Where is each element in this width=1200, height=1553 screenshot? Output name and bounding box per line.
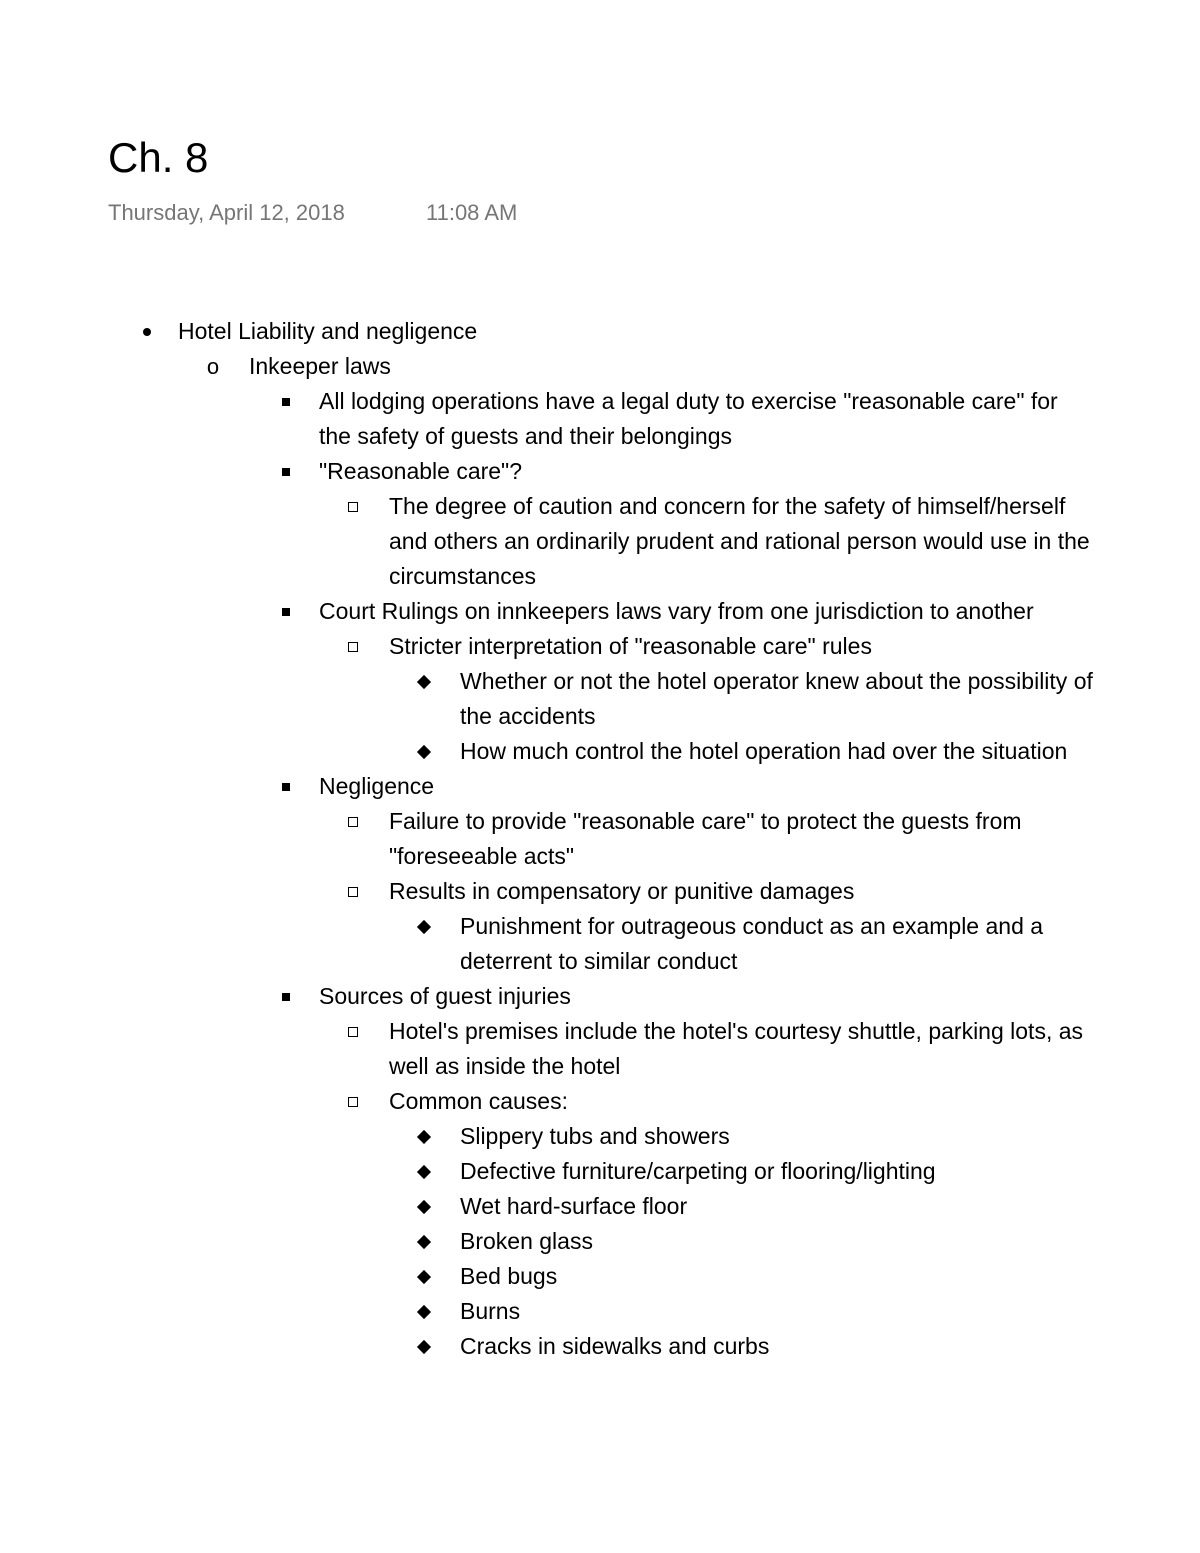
list-item-text: Court Rulings on innkeepers laws vary from one jurisdiction to another	[319, 598, 1034, 624]
diamond-icon	[414, 1224, 434, 1259]
list-item-text: Negligence	[319, 773, 435, 799]
list-item	[0, 629, 1109, 664]
list-item	[0, 1329, 1110, 1364]
list-item	[0, 1189, 1110, 1224]
list-item-text: Broken glass	[460, 1228, 593, 1254]
square-open-icon	[343, 1014, 363, 1049]
list-item	[0, 1014, 1109, 1084]
diamond-icon	[414, 1189, 434, 1224]
list-item-text: Stricter interpretation of "reasonable care" rules	[389, 633, 872, 659]
list-item-text: All lodging operations have a legal duty to exercise "reasonable care" for the safety of guests and their belongings	[319, 388, 1058, 449]
diamond-icon	[414, 909, 434, 944]
list-item	[0, 804, 1109, 874]
list-item	[0, 384, 1069, 454]
list-item-text: Punishment for outrageous conduct as an example and a deterrent to similar conduct	[460, 913, 1044, 974]
note-time: 11:08 AM	[426, 200, 518, 225]
list-item	[0, 734, 1110, 769]
list-item-text: Slippery tubs and showers	[460, 1123, 730, 1149]
list-item	[0, 1294, 1110, 1329]
list-item	[0, 769, 1069, 804]
list-item	[0, 1224, 1110, 1259]
list-item-text: Burns	[460, 1298, 521, 1324]
square-filled-icon	[276, 769, 296, 804]
square-filled-icon	[276, 384, 296, 419]
diamond-icon	[414, 1259, 434, 1294]
square-open-icon	[343, 489, 363, 524]
list-item-text: Failure to provide "reasonable care" to protect the guests from "foreseeable acts"	[389, 808, 1022, 869]
list-item-text: Defective furniture/carpeting or flooring/lighting	[460, 1158, 936, 1184]
square-open-icon	[343, 874, 363, 909]
diamond-icon	[414, 1154, 434, 1189]
list-item-text: "Reasonable care"?	[319, 458, 523, 484]
list-item	[0, 909, 1110, 979]
list-item-text: Hotel's premises include the hotel's courtesy shuttle, parking lots, as well as inside the hotel	[389, 1018, 1084, 1079]
diamond-icon	[414, 664, 434, 699]
list-item	[0, 594, 1069, 629]
list-item-text: Sources of guest injuries	[319, 983, 571, 1009]
list-item	[0, 1259, 1110, 1294]
list-item-text: Whether or not the hotel operator knew about the possibility of the accidents	[460, 668, 1093, 729]
list-item	[0, 874, 1109, 909]
list-item-text: Hotel Liability and negligence	[178, 318, 478, 344]
list-item	[0, 1084, 1109, 1119]
list-item-text: Common causes:	[389, 1088, 568, 1114]
list-item-text: Inkeeper laws	[249, 353, 391, 379]
page-title: Ch. 8	[108, 134, 209, 181]
list-item-text: Wet hard-surface floor	[460, 1193, 688, 1219]
list-item	[0, 314, 1078, 349]
list-item-text: Bed bugs	[460, 1263, 558, 1289]
circle-o-icon: o	[206, 354, 220, 379]
square-open-icon	[343, 1084, 363, 1119]
outline-list	[0, 314, 1200, 1364]
square-filled-icon	[276, 594, 296, 629]
list-item-text: Results in compensatory or punitive damages	[389, 878, 855, 904]
square-filled-icon	[276, 979, 296, 1014]
list-item	[0, 1154, 1110, 1189]
list-item-text: How much control the hotel operation had over the situation	[460, 738, 1068, 764]
diamond-icon	[414, 1294, 434, 1329]
disc-icon	[137, 314, 157, 349]
list-item	[0, 664, 1110, 734]
list-item	[0, 454, 1069, 489]
list-item-text: Cracks in sidewalks and curbs	[460, 1333, 770, 1359]
diamond-icon	[414, 734, 434, 769]
list-item	[0, 489, 1109, 594]
diamond-icon	[414, 1119, 434, 1154]
square-open-icon	[343, 629, 363, 664]
list-item	[0, 349, 1089, 384]
list-item-text: The degree of caution and concern for the safety of himself/herself and others an ordinarily prudent and rational person would use in the circumstances	[389, 493, 1090, 589]
list-item	[0, 979, 1069, 1014]
diamond-icon	[414, 1329, 434, 1364]
square-filled-icon	[276, 454, 296, 489]
square-open-icon	[343, 804, 363, 839]
note-date: Thursday, April 12, 2018	[108, 200, 345, 225]
list-item	[0, 1119, 1110, 1154]
